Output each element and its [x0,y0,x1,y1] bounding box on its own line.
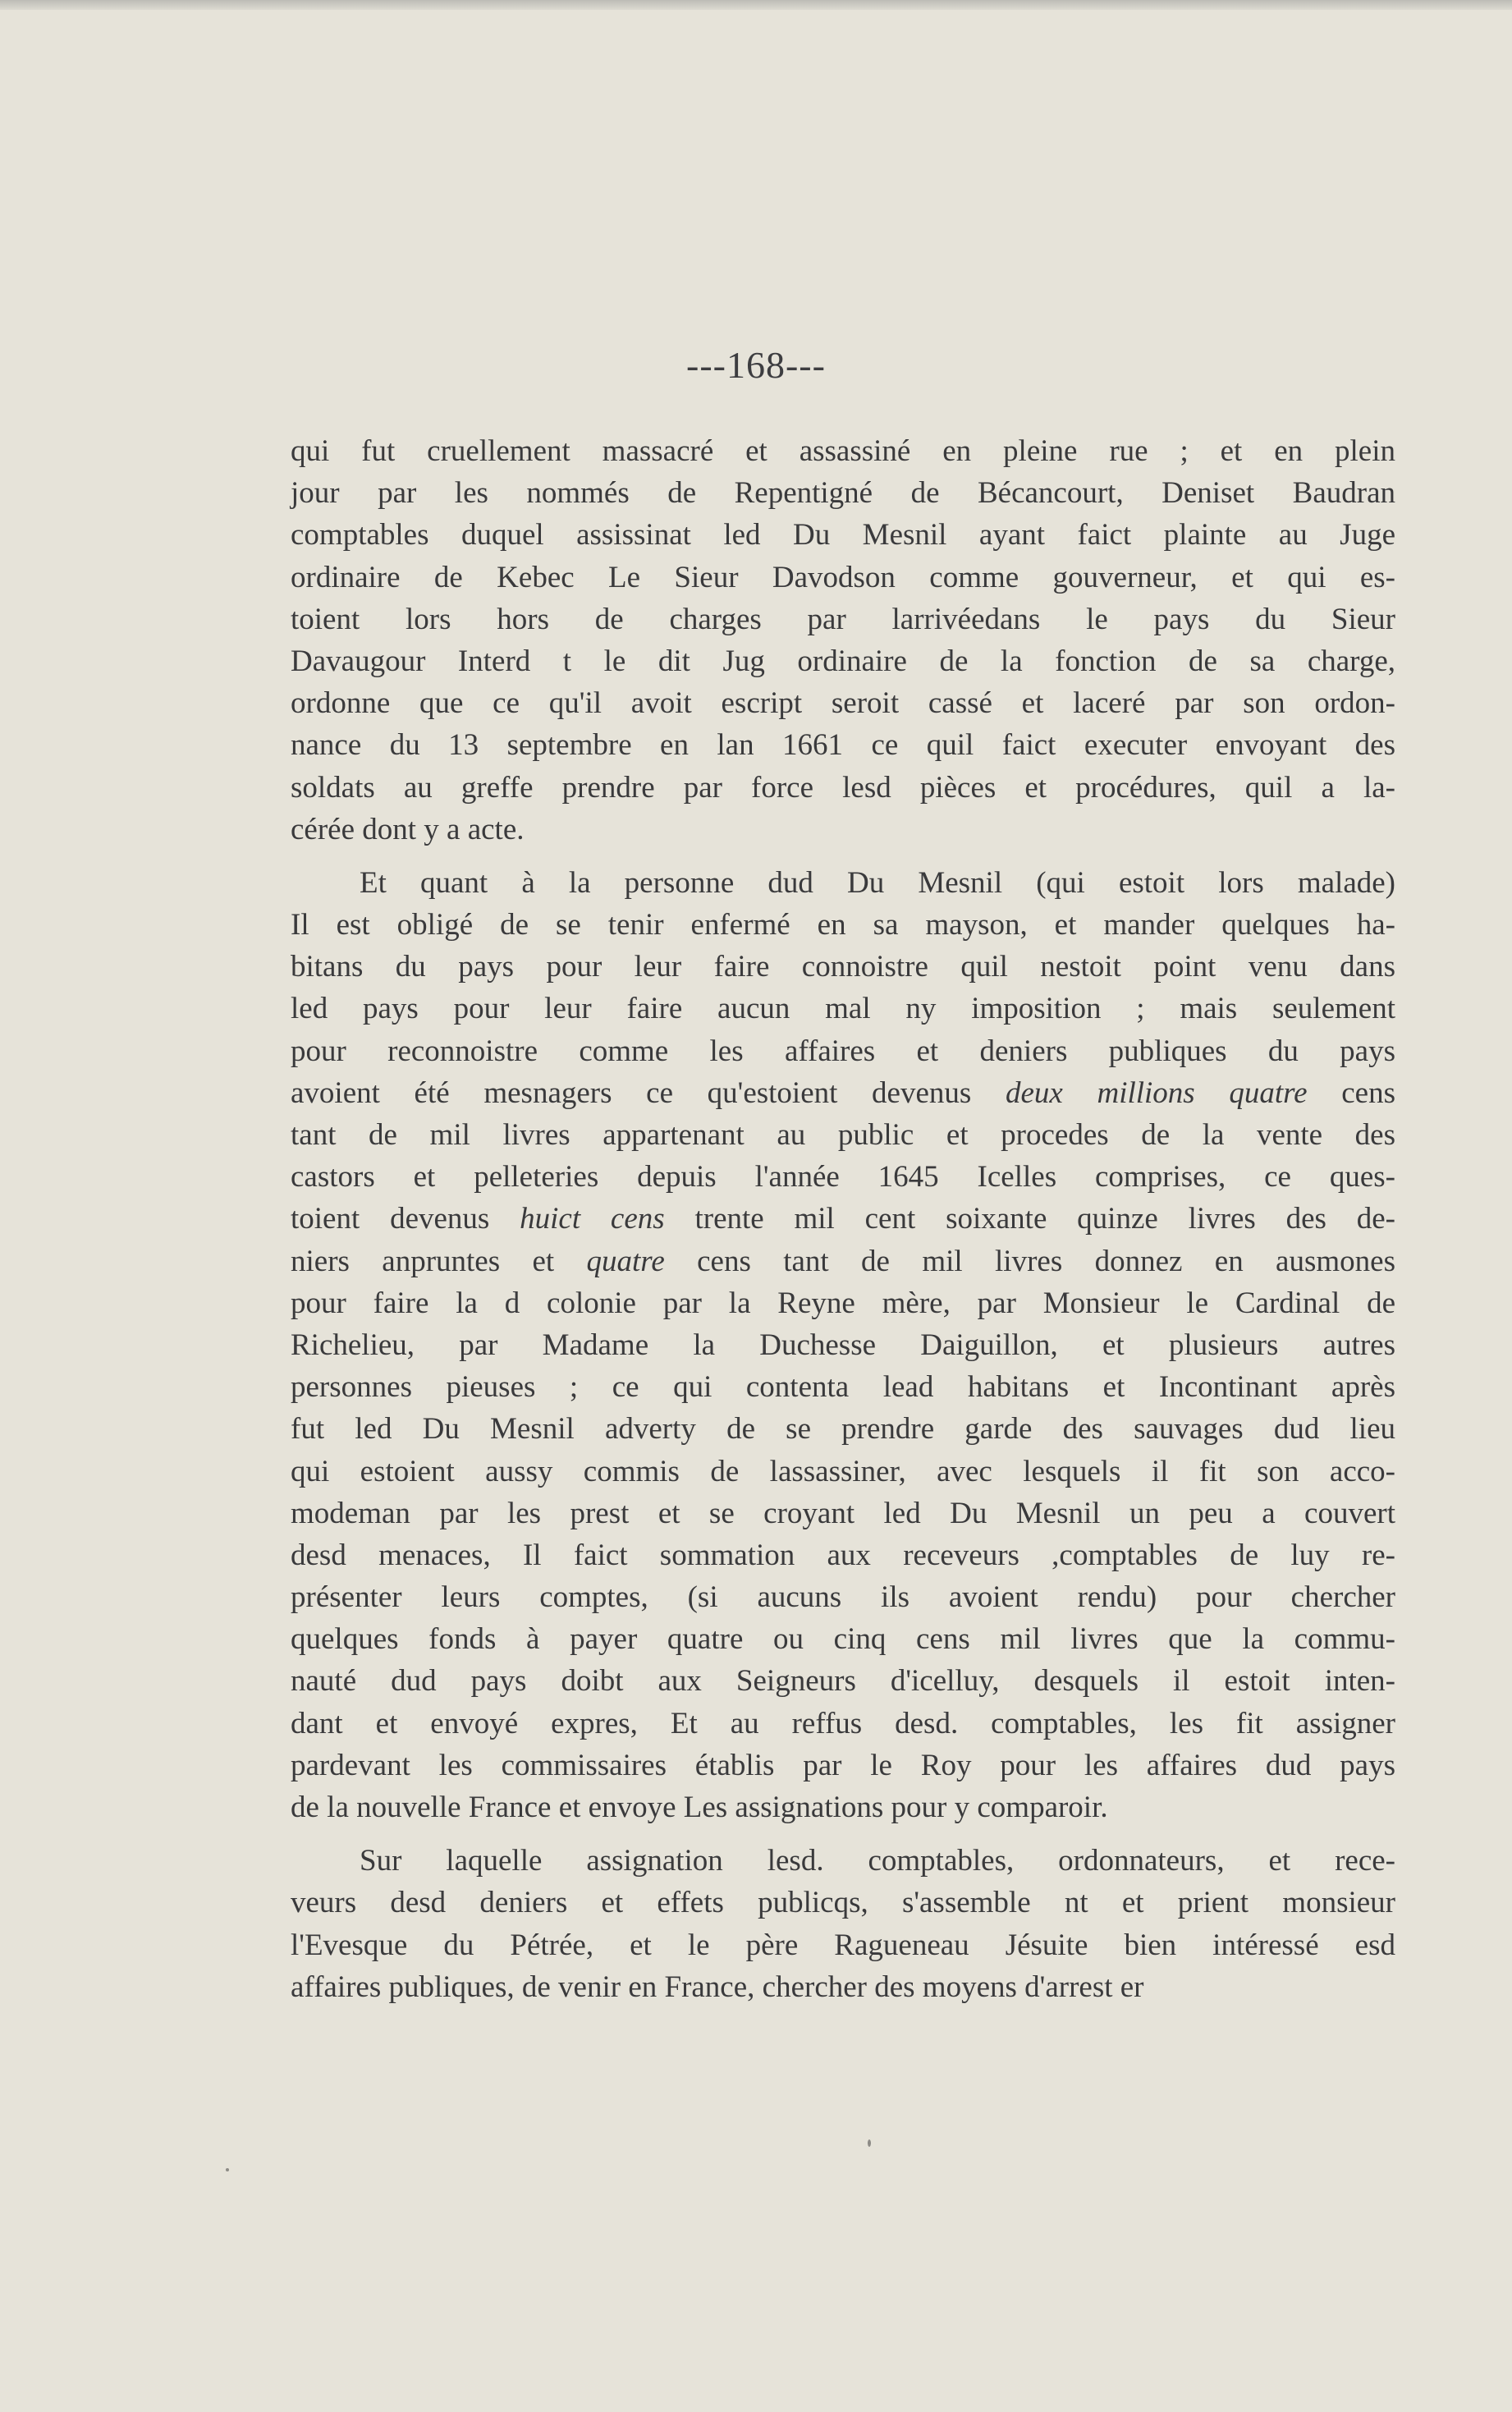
text-line: Davaugour Interd t le dit Jug ordinaire de la fonction de sa charge, [291,644,1395,678]
text-line: avoient été mesnagers ce qu'estoient devenus deux millions quatre cens [291,1075,1395,1110]
text-line: soldats au greffe prendre par force lesd pièces et procédures, quil a la- [291,770,1395,805]
text-line: desd menaces, Il faict sommation aux receveurs ,comptables de luy re- [291,1538,1395,1572]
paragraph [291,862,1395,1828]
text-line: personnes pieuses ; ce qui contenta lead habitans et Incontinant après [291,1370,1395,1405]
text-line: quelques fonds à payer quatre ou cinq cens mil livres que la commu- [291,1622,1395,1657]
text-line: jour par les nommés de Repentigné de Bécancourt, Deniset Baudran [291,476,1395,511]
text-line: présenter leurs comptes, (si aucuns ils avoient rendu) pour chercher [291,1580,1395,1615]
text-line: bitans du pays pour leur faire connoistre quil nestoit point venu dans [291,950,1395,984]
text-line: affaires publiques, de venir en France, chercher des moyens d'arrest er [291,1969,1144,2004]
paragraph [291,1840,1395,2008]
text-line: ordonne que ce qu'il avoit escript seroit cassé et laceré par son ordon- [291,686,1395,721]
body-text [291,430,1395,2020]
paragraph [291,430,1395,851]
text-line: pour reconnoistre comme les affaires et deniers publiques du pays [291,1034,1395,1068]
page-top-edge [0,0,1512,10]
text-line: nance du 13 septembre en lan 1661 ce quil faict executer envoyant des [291,728,1395,763]
text-line: led pays pour leur faire aucun mal ny imposition ; mais seulement [291,992,1395,1026]
text-line: pour faire la d colonie par la Reyne mère, par Monsieur le Cardinal de [291,1286,1395,1320]
text-line: nauté dud pays doibt aux Seigneurs d'icelluy, desquels il estoit inten- [291,1664,1395,1699]
text-line: ordinaire de Kebec Le Sieur Davodson comme gouverneur, et qui es- [291,560,1395,594]
text-line: cérée dont y a acte. [291,812,525,846]
text-line: castors et pelleteries depuis l'année 1645 Icelles comprises, ce ques- [291,1160,1395,1195]
paper-speck [868,2139,871,2147]
text-line: fut led Du Mesnil adverty de se prendre garde des sauvages dud lieu [291,1412,1395,1447]
text-line: Et quant à la personne dud Du Mesnil (qui estoit lors malade) [360,865,1395,900]
text-line: Richelieu, par Madame la Duchesse Daiguillon, et plusieurs autres [291,1328,1395,1362]
text-line: de la nouvelle France et envoye Les assignations pour y comparoir. [291,1791,1108,1824]
text-line: pardevant les commissaires établis par le Roy pour les affaires dud pays [291,1748,1395,1782]
text-line: veurs desd deniers et effets publicqs, s'assemble nt et prient monsieur [291,1886,1395,1920]
text-line: modeman par les prest et se croyant led Du Mesnil un peu a couvert [291,1496,1395,1530]
text-line: qui fut cruellement massacré et assassiné en pleine rue ; et en plein [291,434,1395,468]
text-line: toient devenus huict cens trente mil cent soixante quinze livres des de- [291,1202,1395,1236]
text-line: l'Evesque du Pétrée, et le père Ragueneau Jésuite bien intéressé esd [291,1928,1395,1962]
text-line: tant de mil livres appartenant au public et procedes de la vente des [291,1118,1395,1152]
text-line: comptables duquel assissinat led Du Mesnil ayant faict plainte au Juge [291,518,1395,553]
text-line: Sur laquelle assignation lesd. comptables, ordonnateurs, et rece- [360,1844,1395,1878]
page-number: ---168--- [686,344,826,386]
text-line: qui estoient aussy commis de lassassiner, avec lesquels il fit son acco- [291,1454,1395,1488]
text-line: toient lors hors de charges par larrivéedans le pays du Sieur [291,602,1395,636]
paper-speck [226,2168,229,2171]
text-line: dant et envoyé expres, Et au reffus desd. comptables, les fit assigner [291,1706,1395,1740]
text-line: niers anpruntes et quatre cens tant de mil livres donnez en ausmones [291,1244,1395,1278]
text-line: Il est obligé de se tenir enfermé en sa mayson, et mander quelques ha- [291,908,1395,942]
